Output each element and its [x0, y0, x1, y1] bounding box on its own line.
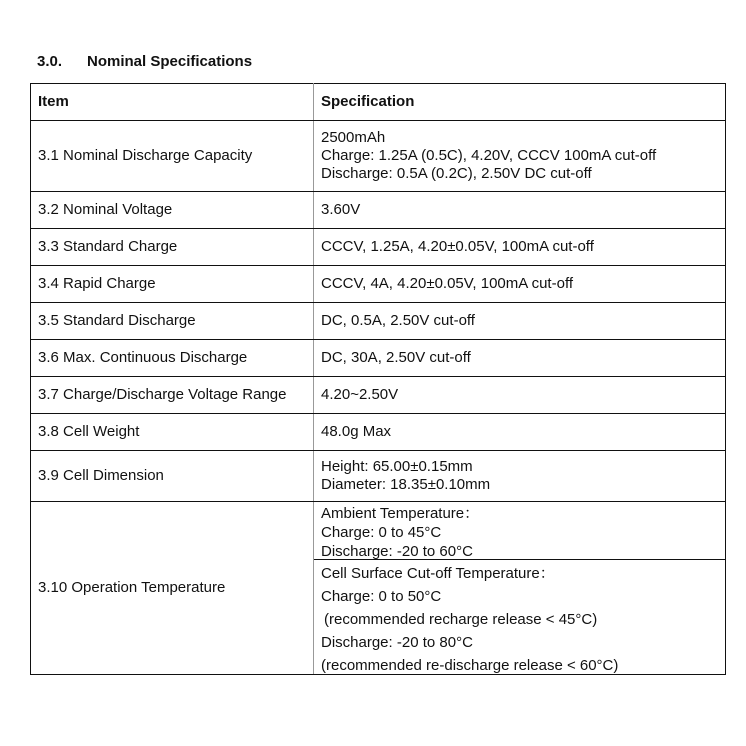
table-row	[31, 377, 726, 414]
item-cell: 3.10 Operation Temperature	[31, 502, 314, 675]
table-row	[31, 502, 726, 675]
table-row	[31, 229, 726, 266]
spec-line: (recommended re-discharge release < 60°C)	[321, 657, 619, 674]
table-header-row	[31, 84, 726, 121]
item-cell: 3.6 Max. Continuous Discharge	[31, 340, 314, 377]
header-specification: Specification	[314, 84, 726, 121]
item-cell: 3.4 Rapid Charge	[31, 266, 314, 303]
table-row	[31, 266, 726, 303]
surface-temperature-block	[314, 560, 725, 674]
spec-cell: 3.60V	[314, 192, 726, 229]
table-row	[31, 414, 726, 451]
item-cell: 3.5 Standard Discharge	[31, 303, 314, 340]
spec-cell	[314, 121, 726, 192]
spec-line: 2500mAh	[321, 129, 386, 146]
table-row	[31, 121, 726, 192]
table-row	[31, 303, 726, 340]
spec-cell: 4.20~2.50V	[314, 377, 726, 414]
spec-line: Discharge: -20 to 60°C	[321, 543, 473, 560]
spec-cell: 48.0g Max	[314, 414, 726, 451]
spec-line: Ambient Temperature：	[321, 505, 480, 522]
table-row	[31, 192, 726, 229]
item-cell: 3.2 Nominal Voltage	[31, 192, 314, 229]
item-cell: 3.7 Charge/Discharge Voltage Range	[31, 377, 314, 414]
spec-cell	[314, 451, 726, 502]
item-cell: 3.1 Nominal Discharge Capacity	[31, 121, 314, 192]
spec-line: Height: 65.00±0.15mm	[321, 458, 473, 475]
spec-line: Discharge: -20 to 80°C	[321, 634, 473, 651]
section-heading: Nominal Specifications	[87, 53, 253, 70]
specifications-table	[30, 83, 726, 675]
spec-line: Diameter: 18.35±0.10mm	[321, 476, 491, 493]
item-cell: 3.8 Cell Weight	[31, 414, 314, 451]
spec-line: (recommended recharge release < 45°C)	[324, 611, 598, 628]
spec-line: Discharge: 0.5A (0.2C), 2.50V DC cut-off	[321, 165, 592, 182]
spec-cell: CCCV, 1.25A, 4.20±0.05V, 100mA cut-off	[314, 229, 726, 266]
section-number: 3.0.	[37, 53, 63, 70]
spec-cell: DC, 30A, 2.50V cut-off	[314, 340, 726, 377]
table-row	[31, 451, 726, 502]
spec-line: Charge: 0 to 50°C	[321, 588, 442, 605]
spec-cell	[314, 502, 726, 675]
ambient-temperature-block	[314, 502, 725, 560]
spec-line: Cell Surface Cut-off Temperature：	[321, 565, 555, 582]
table-row	[31, 340, 726, 377]
spec-line: Charge: 1.25A (0.5C), 4.20V, CCCV 100mA cut-off	[321, 147, 657, 164]
spec-cell: DC, 0.5A, 2.50V cut-off	[314, 303, 726, 340]
item-cell: 3.9 Cell Dimension	[31, 451, 314, 502]
header-item: Item	[31, 84, 314, 121]
item-cell: 3.3 Standard Charge	[31, 229, 314, 266]
spec-line: Charge: 0 to 45°C	[321, 524, 442, 541]
section-title	[37, 53, 252, 70]
spec-cell: CCCV, 4A, 4.20±0.05V, 100mA cut-off	[314, 266, 726, 303]
